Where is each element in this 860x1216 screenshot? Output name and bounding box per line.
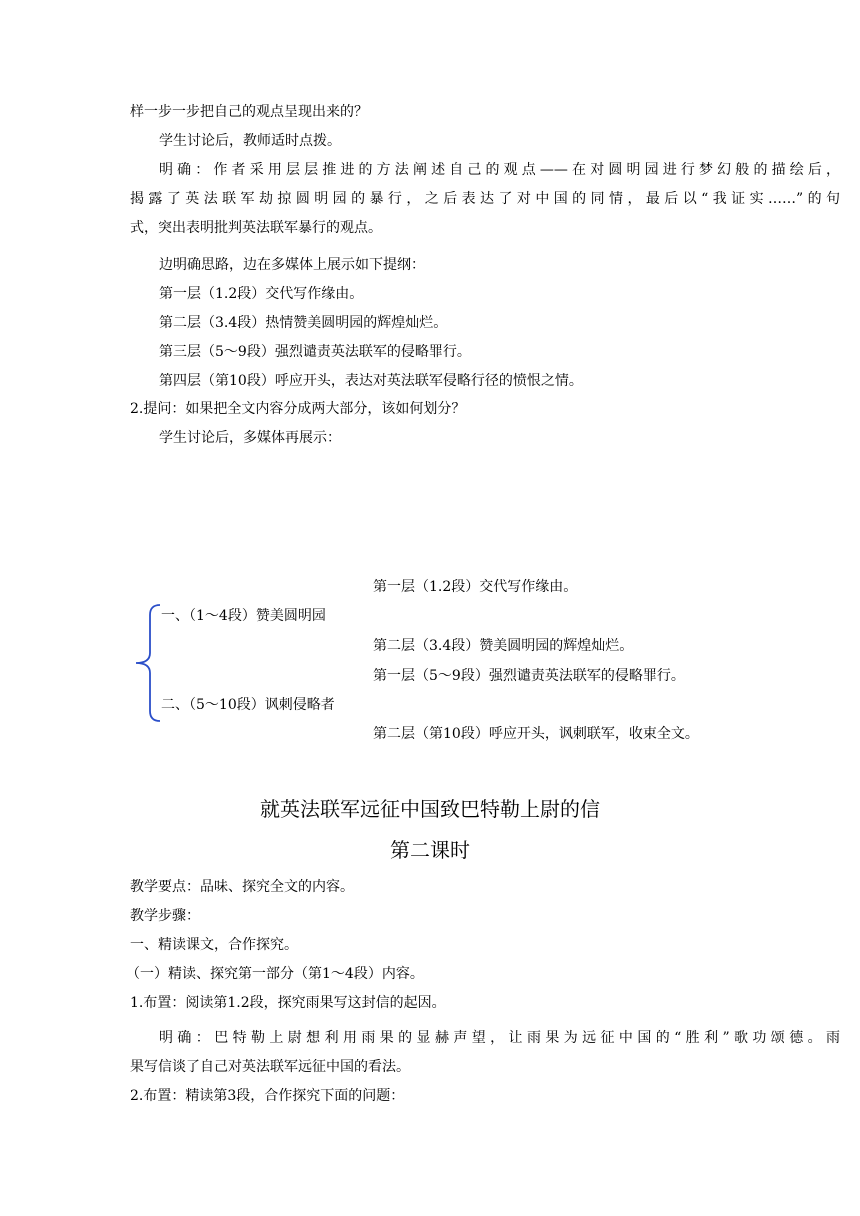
lesson-title: 就英法联军远征中国致巴特勒上尉的信 — [260, 797, 600, 821]
diagram-layer: 第二层（3.4段）赞美圆明园的辉煌灿烂。 — [373, 638, 634, 654]
outline-item: 第四层（第10段）呼应开头，表达对英法联军侵略行径的愤恨之情。 — [159, 373, 583, 389]
lesson-subtitle: 第二课时 — [390, 838, 470, 862]
outline-item: 第三层（5～9段）强烈谴责英法联军的侵略罪行。 — [159, 344, 471, 360]
steps-label: 教学步骤： — [130, 908, 200, 924]
text-line: 学生讨论后，多媒体再展示： — [159, 430, 341, 446]
task-item: 2.布置：精读第3段，合作探究下面的问题： — [130, 1088, 405, 1104]
curly-brace-icon — [132, 603, 162, 725]
text-line: 揭露了英法联军劫掠圆明园的暴行，之后表达了对中国的同情，最后以“我证实……”的句 — [130, 191, 840, 207]
text-line: 明确：作者采用层层推进的方法阐述自己的观点——在对圆明园进行梦幻般的描绘后， — [159, 162, 840, 178]
sub-heading: （一）精读、探究第一部分（第1～4段）内容。 — [126, 966, 424, 982]
step-heading: 一、精读课文，合作探究。 — [130, 937, 298, 953]
text-line: 边明确思路，边在多媒体上展示如下提纲： — [159, 257, 425, 273]
diagram-part-label: 二、（5～10段）讽刺侵略者 — [161, 697, 335, 713]
question-line: 2.提问：如果把全文内容分成两大部分，该如何划分？ — [130, 401, 466, 417]
text-line: 式，突出表明批判英法联军暴行的观点。 — [130, 220, 382, 236]
diagram-layer: 第一层（5～9段）强烈谴责英法联军的侵略罪行。 — [373, 668, 685, 684]
outline-item: 第二层（3.4段）热情赞美圆明园的辉煌灿烂。 — [159, 315, 448, 331]
diagram-layer: 第二层（第10段）呼应开头，讽刺联军，收束全文。 — [373, 726, 699, 742]
outline-item: 第一层（1.2段）交代写作缘由。 — [159, 286, 364, 302]
task-item: 1.布置：阅读第1.2段，探究雨果写这封信的起因。 — [130, 995, 446, 1011]
text-line: 学生讨论后，教师适时点拨。 — [159, 133, 341, 149]
text-line: 明确：巴特勒上尉想利用雨果的显赫声望，让雨果为远征中国的“胜利”歌功颂德。雨 — [159, 1030, 840, 1046]
diagram-part-label: 一、（1～4段）赞美圆明园 — [161, 608, 326, 624]
key-points: 教学要点：品味、探究全文的内容。 — [130, 879, 354, 895]
text-line: 果写信谈了自己对英法联军远征中国的看法。 — [130, 1059, 410, 1075]
diagram-layer: 第一层（1.2段）交代写作缘由。 — [373, 579, 578, 595]
text-line: 样一步一步把自己的观点呈现出来的？ — [130, 104, 368, 120]
